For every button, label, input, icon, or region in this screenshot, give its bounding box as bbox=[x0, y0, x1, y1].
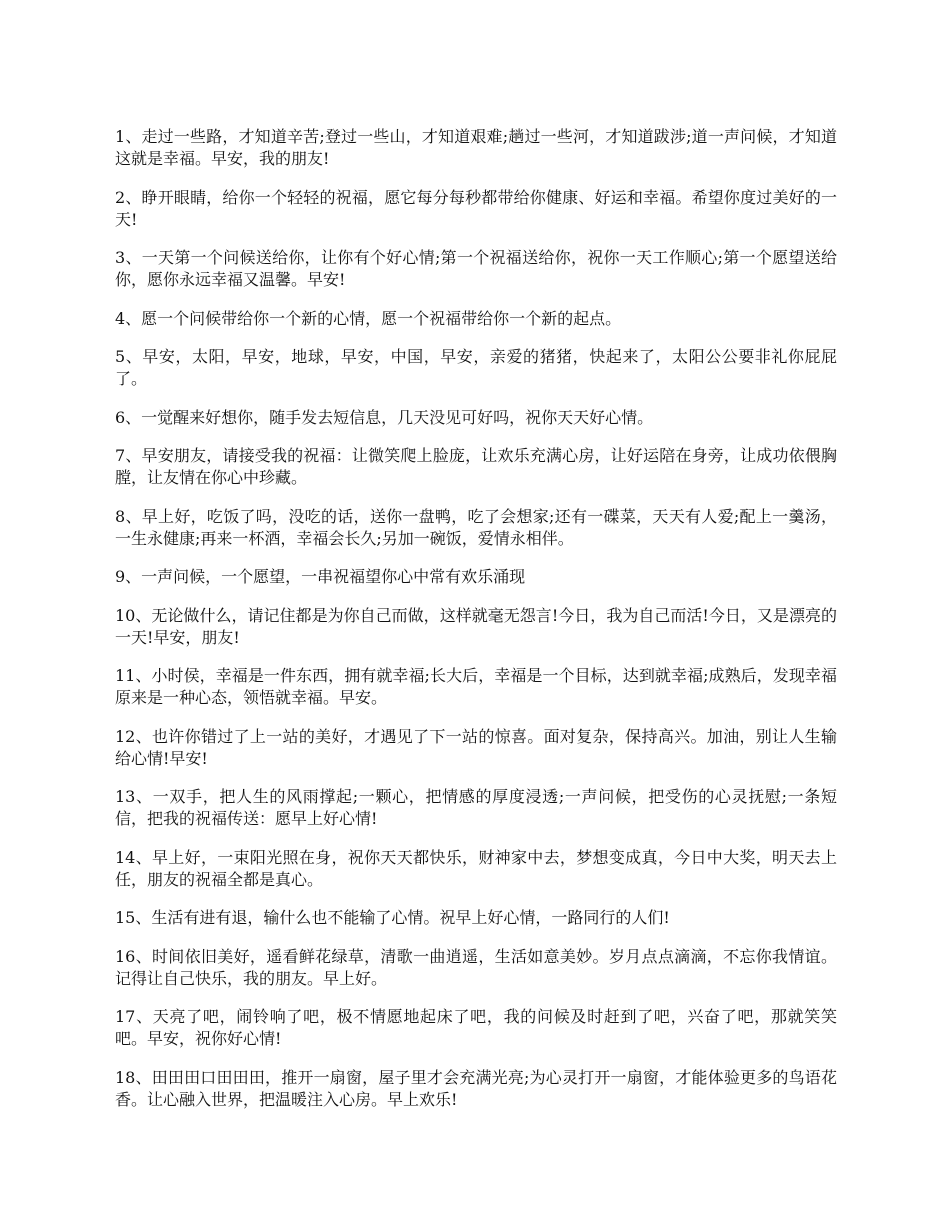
paragraph-17: 17、天亮了吧，闹铃响了吧，极不情愿地起床了吧，我的问候及时赶到了吧，兴奋了吧，那就笑笑吧。早安，祝你好心情! bbox=[115, 1007, 837, 1048]
paragraph-16: 16、时间依旧美好，遥看鲜花绿草，清歌一曲逍遥，生活如意美妙。岁月点点滴滴，不忘你我情谊。记得让自己快乐，我的朋友。早上好。 bbox=[115, 946, 837, 988]
paragraph-14: 14、早上好，一束阳光照在身，祝你天天都快乐，财神家中去，梦想变成真，今日中大奖，明天去上任，朋友的祝福全都是真心。 bbox=[115, 847, 837, 889]
paragraph-15: 15、生活有进有退，输什么也不能输了心情。祝早上好心情，一路同行的人们! bbox=[115, 908, 670, 927]
paragraph-18: 18、田田田口田田田，推开一扇窗，屋子里才会充满光亮;为心灵打开一扇窗，才能体验更多的鸟语花香。让心融入世界，把温暖注入心房。早上欢乐! bbox=[115, 1067, 837, 1109]
paragraph-4: 4、愿一个问候带给你一个新的心情，愿一个祝福带给你一个新的起点。 bbox=[115, 308, 622, 328]
paragraph-10: 10、无论做什么，请记住都是为你自己而做，这样就毫无怨言!今日，我为自己而活!今日，又是漂亮的一天!早安，朋友! bbox=[115, 605, 837, 647]
paragraph-2: 2、睁开眼睛，给你一个轻轻的祝福，愿它每分每秒都带给你健康、好运和幸福。希望你度过美好的一天! bbox=[115, 187, 837, 229]
paragraph-5: 5、早安，太阳，早安，地球，早安，中国，早安，亲爱的猪猪，快起来了，太阳公公要非礼你屁屁了。 bbox=[115, 347, 837, 388]
paragraph-13: 13、一双手，把人生的风雨撑起;一颗心，把情感的厚度浸透;一声问候，把受伤的心灵抚慰;一条短信，把我的祝福传送：愿早上好心情! bbox=[115, 787, 837, 828]
paragraph-3: 3、一天第一个问候送给你，让你有个好心情;第一个祝福送给你，祝你一天工作顺心;第一个愿望送给你，愿你永远幸福又温馨。早安! bbox=[115, 248, 837, 289]
paragraph-12: 12、也许你错过了上一站的美好，才遇见了下一站的惊喜。面对复杂，保持高兴。加油，别让人生输给心情!早安! bbox=[115, 726, 837, 768]
document-page bbox=[115, 126, 837, 1127]
paragraph-1: 1、走过一些路，才知道辛苦;登过一些山，才知道艰难;趟过一些河，才知道跋涉;道一声问候，才知道这就是幸福。早安，我的朋友! bbox=[115, 127, 837, 168]
paragraph-6: 6、一觉醒来好想你，随手发去短信息，几天没见可好吗，祝你天天好心情。 bbox=[115, 407, 654, 427]
paragraph-7: 7、早安朋友，请接受我的祝福：让微笑爬上脸庞，让欢乐充满心房，让好运陪在身旁，让成功依偎胸膛，让友情在你心中珍藏。 bbox=[115, 446, 837, 487]
paragraph-11: 11、小时侯，幸福是一件东西，拥有就幸福;长大后，幸福是一个目标，达到就幸福;成熟后，发现幸福原来是一种心态，领悟就幸福。早安。 bbox=[115, 666, 837, 707]
paragraph-9: 9、一声问候，一个愿望，一串祝福望你心中常有欢乐涌现 bbox=[115, 567, 526, 586]
paragraph-8: 8、早上好，吃饭了吗，没吃的话，送你一盘鸭，吃了会想家;还有一碟菜，天天有人爱;配上一羹汤，一生永健康;再来一杯酒，幸福会长久;另加一碗饭，爱情永相伴。 bbox=[115, 506, 837, 548]
